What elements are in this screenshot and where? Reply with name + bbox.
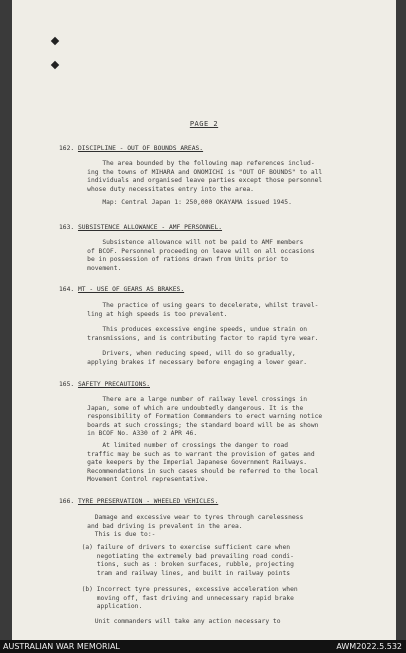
paragraph: Map: Central Japan 1: 250,000 OKAYAMA issued 1945. <box>72 199 292 206</box>
section-number: 164. <box>59 286 75 293</box>
paragraph: Drivers, when reducing speed, will do so gradually, applying brakes if necessary before engaging a lower gear. <box>87 350 308 366</box>
section-number: 166. <box>59 498 75 505</box>
list-item-a: (a) failure of drivers to exercise sufficient care when negotiating the extremely bad prevailing road condi- tions, such as : broken surfaces, rubble, projecting tram and railway lines, and built in railway points <box>81 544 294 577</box>
section-title: DISCIPLINE - OUT OF BOUNDS AREAS. <box>77 145 204 152</box>
page-title: PAGE 2 <box>189 120 219 128</box>
section-heading <box>59 498 218 505</box>
section-heading <box>59 286 184 293</box>
paragraph: The practice of using gears to decelerate, whilst travel- ling at high speeds is too prevalent. <box>87 302 319 318</box>
section-number: 162. <box>59 145 75 152</box>
paragraph: Unit commanders will take any action necessary to <box>72 618 281 625</box>
section-title: MT - USE OF GEARS AS BRAKES. <box>77 286 185 293</box>
paragraph: Damage and excessive wear to tyres through carelessness and bad driving is prevalent in the area. This is due to:- <box>87 514 304 539</box>
section-heading <box>59 224 222 231</box>
list-item-b: (b) Incorrect tyre pressures, excessive acceleration when moving off, fast driving and unnecessary rapid brake application. <box>81 586 298 611</box>
section-number: 163. <box>59 224 75 231</box>
document-page <box>12 0 396 640</box>
paragraph: The area bounded by the following map references includ- ing the towns of MIHARA and ONOMICHI is "OUT OF BOUNDS" to all individuals and organised leave parties except those personnel whose duty necessitates entry into the area. <box>87 160 323 193</box>
paragraph: There are a large number of railway level crossings in Japan, some of which are undoubtedly dangerous. It is the responsibility of Formation Commanders to erect warning notice boards at such crossings; the standard board will be as shown in BCOF No. A330 of 2 APR 46. <box>87 396 323 438</box>
paragraph: This produces excessive engine speeds, undue strain on transmissions, and is contributing factor to rapid tyre wear. <box>87 326 319 342</box>
footer-bar <box>0 640 406 653</box>
section-heading <box>59 381 150 388</box>
footer-reference: AWM2022.5.532 <box>336 642 402 651</box>
footer-credit: AUSTRALIAN WAR MEMORIAL <box>3 642 120 651</box>
punch-mark <box>51 37 59 45</box>
section-heading <box>59 145 203 152</box>
section-number: 165. <box>59 381 75 388</box>
section-title: SUBSISTENCE ALLOWANCE - AMF PERSONNEL. <box>77 224 223 231</box>
section-title: SAFETY PRECAUTIONS. <box>77 381 150 388</box>
paragraph: At limited number of crossings the danger to road traffic may be such as to warrant the provision of gates and gate keepers by the Imperial Japanese Government Railways. Recommendations in such cases should be referred to the local Movement Control representative. <box>87 442 319 484</box>
punch-mark <box>51 61 59 69</box>
paragraph: Subsistence allowance will not be paid to AMF members of BCOF. Personnel proceeding on leave will on all occasions be in possession of rations drawn from Units prior to movement. <box>87 239 315 272</box>
section-title: TYRE PRESERVATION - WHEELED VEHICLES. <box>77 498 219 505</box>
